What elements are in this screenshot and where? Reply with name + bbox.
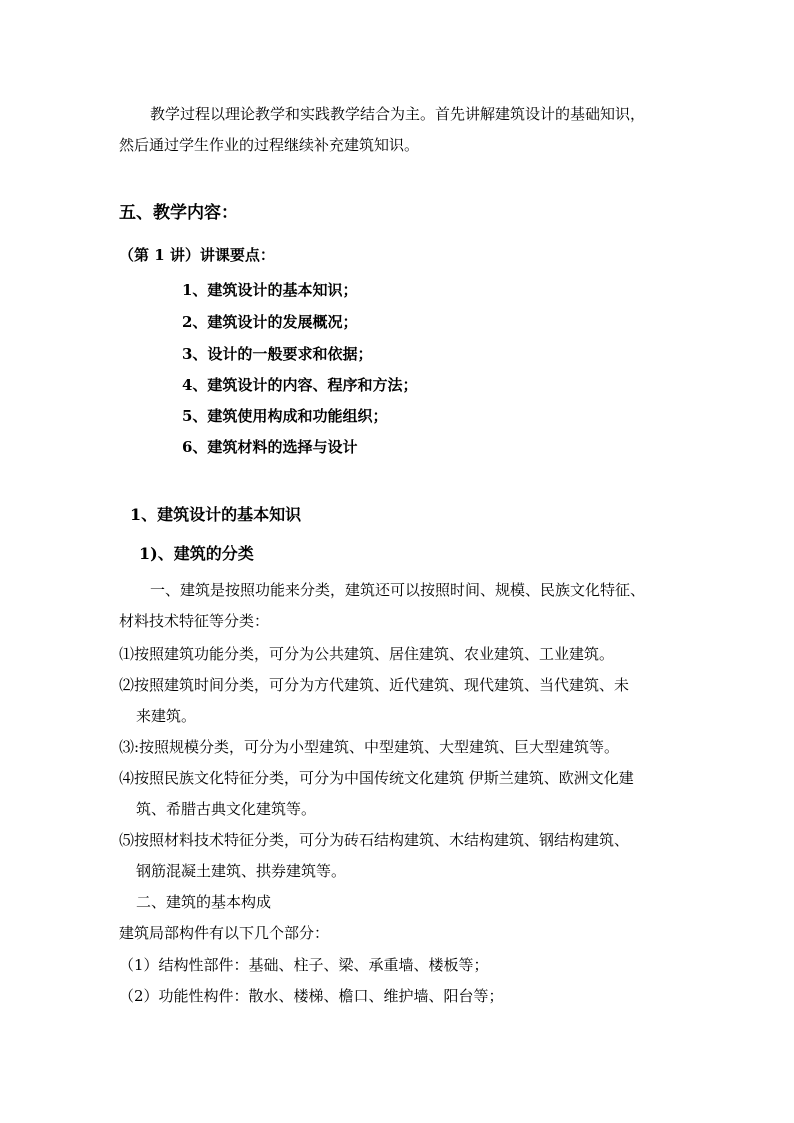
topic-subtitle: 1)、建筑的分类 [139,544,254,563]
lecture-point-5: 5、建筑使用构成和功能组织； [182,407,388,425]
classification-item-3: ⑶:按照规模分类，可分为小型建筑、中型建筑、大型建筑、巨大型建筑等。 [119,738,620,756]
classification-intro-line-1: 一、建筑是按照功能来分类，建筑还可以按照时间、规模、民族文化特征、 [150,581,646,599]
classification-item-4: ⑷按照民族文化特征分类，可分为中国传统文化建筑 伊斯兰建筑、欧洲文化建 [119,769,634,787]
intro-line-2: 然后通过学生作业的过程继续补充建筑知识。 [119,136,420,154]
section-title: 五、教学内容： [119,203,238,223]
composition-title: 二、建筑的基本构成 [136,893,272,911]
classification-item-4-cont: 筑、希腊古典文化建筑等。 [136,800,317,818]
lecture-point-1: 1、建筑设计的基本知识； [182,281,358,299]
intro-line-1: 教学过程以理论教学和实践教学结合为主。首先讲解建筑设计的基础知识， [150,105,646,123]
classification-item-5: ⑸按照材料技术特征分类，可分为砖石结构建筑、木结构建筑、钢结构建筑、 [119,831,630,849]
classification-item-1: ⑴按照建筑功能分类，可分为公共建筑、居住建筑、农业建筑、工业建筑。 [119,645,615,663]
lecture-title: （第 1 讲）讲课要点： [119,246,275,264]
classification-item-2-cont: 来建筑。 [136,707,197,725]
lecture-point-6: 6、建筑材料的选择与设计 [182,438,358,456]
topic-title: 1、建筑设计的基本知识 [130,505,302,524]
lecture-point-3: 3、设计的一般要求和依据； [182,345,373,363]
lecture-point-2: 2、建筑设计的发展概况； [182,313,358,331]
classification-item-5-cont: 钢筋混凝土建筑、拱券建筑等。 [136,862,347,880]
composition-intro: 建筑局部构件有以下几个部分： [119,924,330,942]
classification-item-2: ⑵按照建筑时间分类，可分为方代建筑、近代建筑、现代建筑、当代建筑、未 [119,676,630,694]
composition-item-2: （2）功能性构件：散水、楼梯、檐口、维护墙、阳台等； [119,987,504,1005]
composition-item-1: （1）结构性部件：基础、柱子、梁、承重墙、楼板等； [119,956,489,974]
lecture-point-4: 4、建筑设计的内容、程序和方法； [182,376,418,394]
classification-intro-line-2: 材料技术特征等分类： [119,612,270,630]
